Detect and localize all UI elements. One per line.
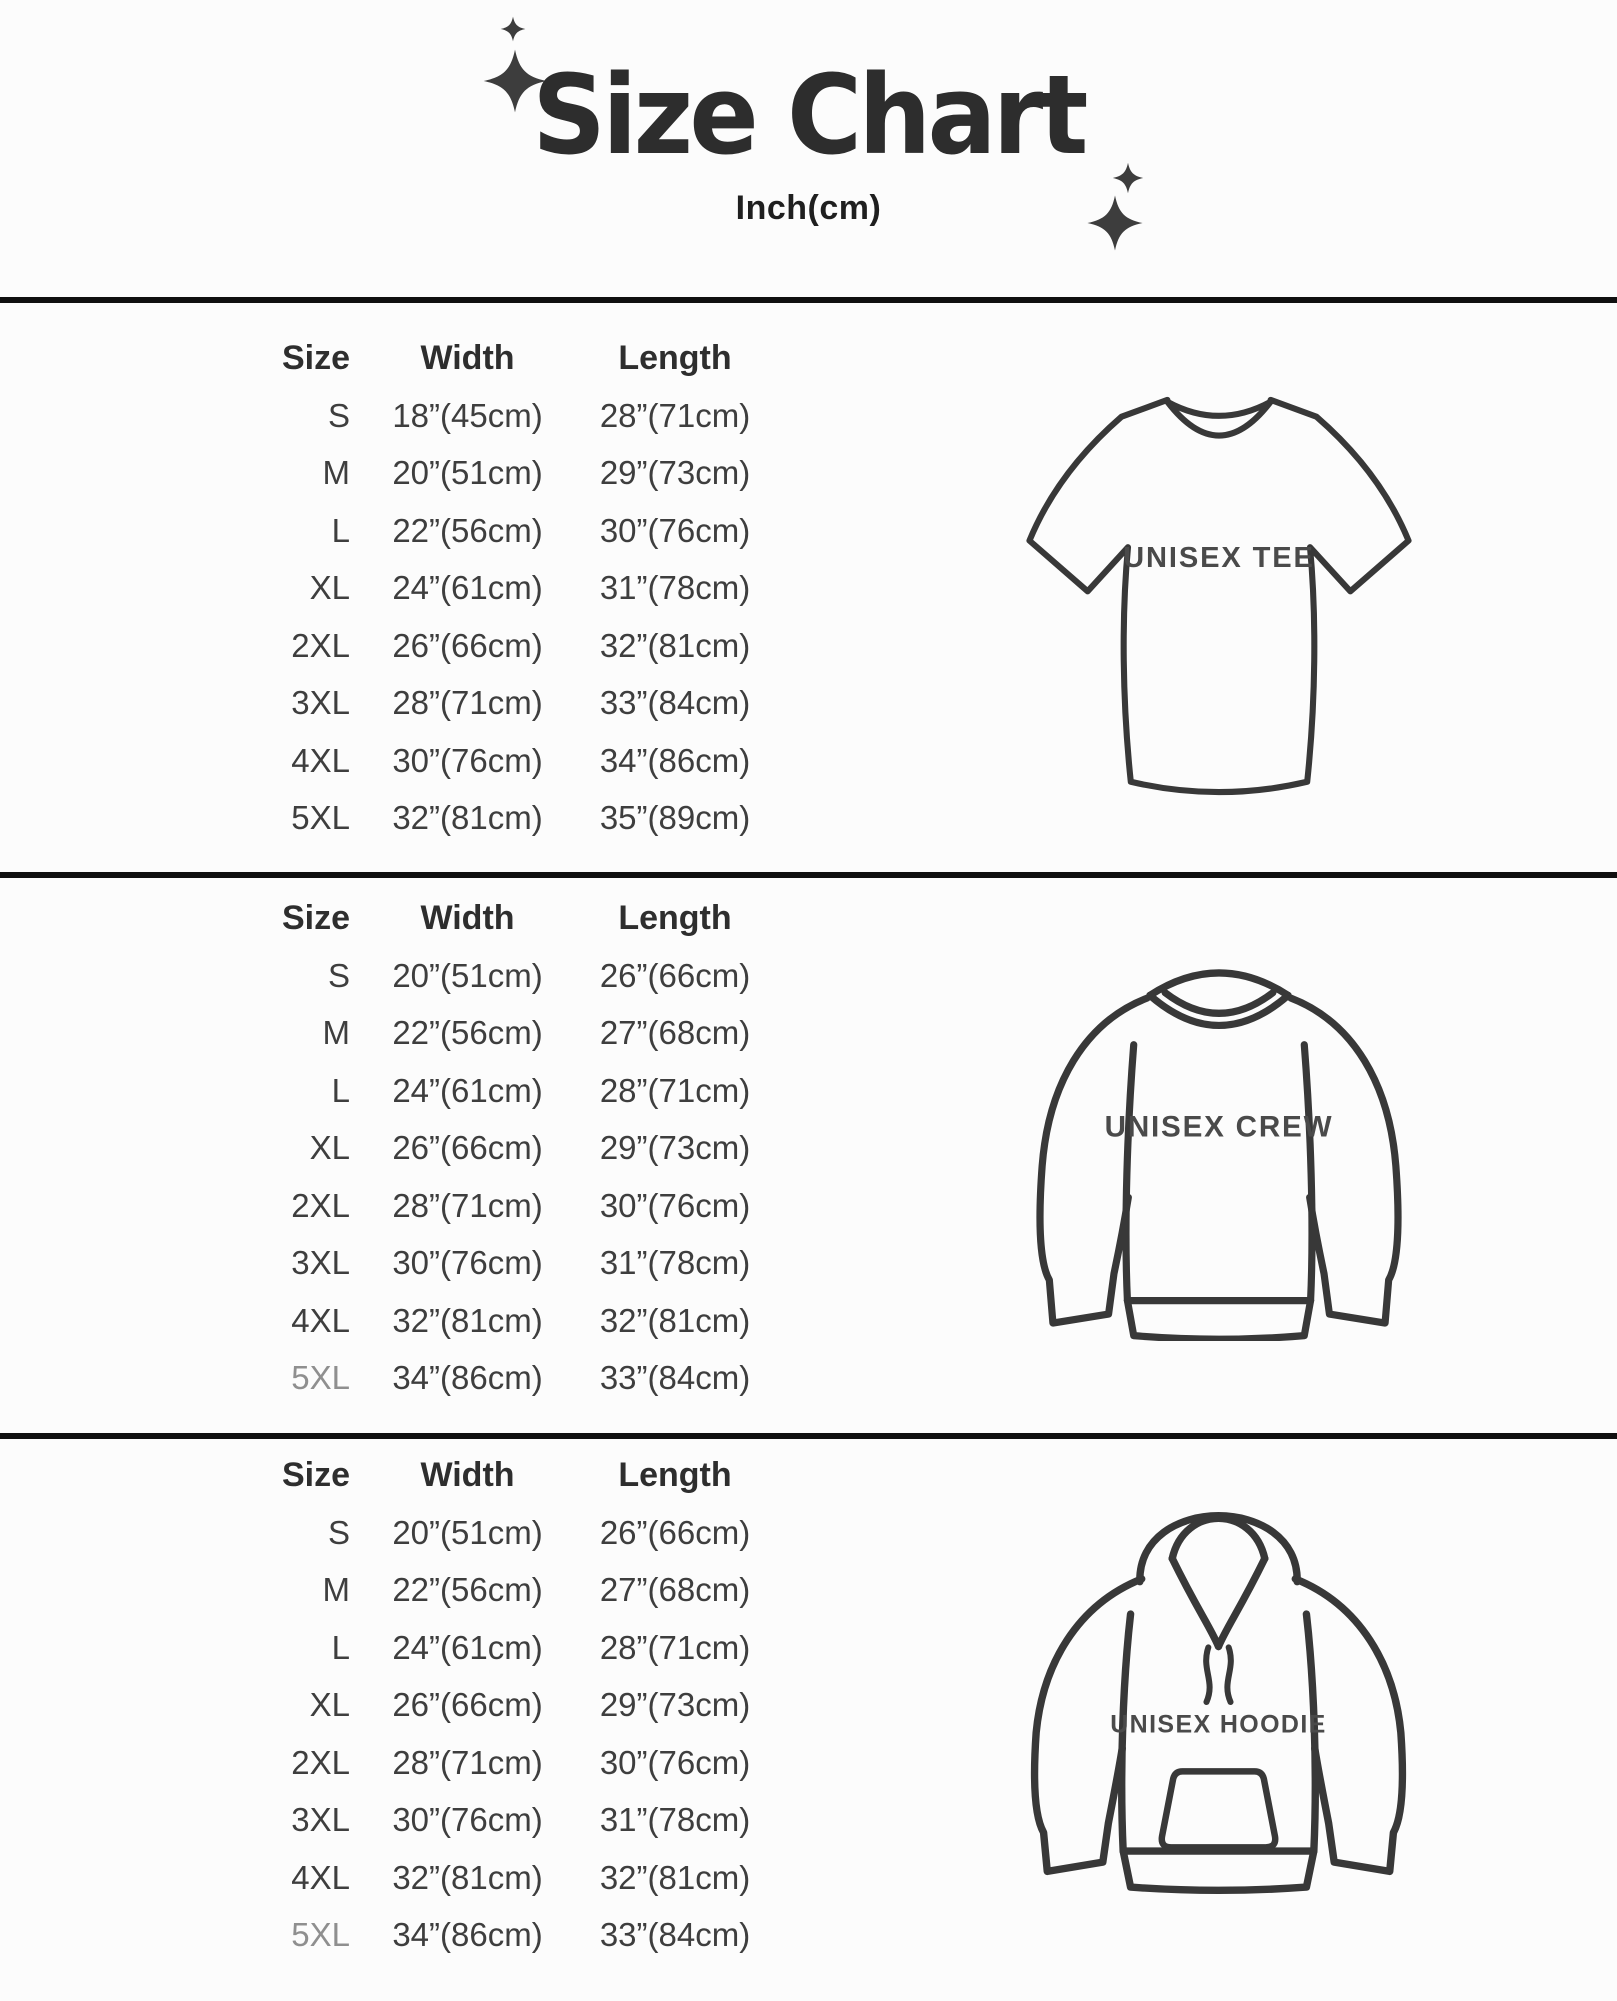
- table-row: [240, 1907, 765, 1965]
- table-row: [240, 1177, 765, 1235]
- length-column-header: Length: [618, 898, 732, 937]
- hoodie-illustration-wrap: [820, 1439, 1617, 1901]
- header: [0, 0, 1617, 297]
- width-cell: 22”(56cm): [392, 511, 543, 549]
- section-unisex-hoodie: [0, 1439, 1617, 2001]
- section-unisex-crew: [0, 878, 1617, 1433]
- size-cell: 4XL: [291, 1858, 350, 1896]
- table-row: [240, 1792, 765, 1850]
- width-cell: 20”(51cm): [392, 1513, 543, 1551]
- hoodie-label: UNISEX HOODIE: [1110, 1710, 1327, 1739]
- size-cell: 5XL: [291, 1916, 350, 1954]
- width-cell: 28”(71cm): [392, 1743, 543, 1781]
- width-cell: 34”(86cm): [392, 1359, 543, 1397]
- length-cell: 33”(84cm): [599, 684, 751, 722]
- sparkle-icon: [1086, 194, 1144, 252]
- units-label: Inch(cm): [735, 188, 882, 227]
- length-cell: 34”(86cm): [599, 741, 751, 779]
- size-cell: M: [322, 1571, 350, 1609]
- size-cell: L: [331, 511, 350, 549]
- length-cell: 33”(84cm): [599, 1916, 751, 1954]
- tee-size-table-wrap: [0, 303, 820, 847]
- width-column-header: Width: [420, 1455, 515, 1494]
- table-row: [240, 387, 765, 445]
- length-cell: 29”(73cm): [599, 1129, 751, 1167]
- length-cell: 26”(66cm): [599, 956, 751, 994]
- table-row: [240, 1120, 765, 1178]
- length-cell: 30”(76cm): [599, 511, 751, 549]
- crew-size-table: [240, 889, 765, 1407]
- table-row: [240, 502, 765, 560]
- length-cell: 33”(84cm): [599, 1359, 751, 1397]
- length-cell: 32”(81cm): [599, 626, 751, 664]
- crewneck-icon: [1008, 946, 1430, 1341]
- table-row: [240, 675, 765, 733]
- width-cell: 30”(76cm): [392, 1801, 543, 1839]
- width-column-header: Width: [420, 338, 515, 377]
- length-cell: 28”(71cm): [599, 1071, 751, 1109]
- size-cell: L: [331, 1071, 350, 1109]
- size-column-header: Size: [281, 1455, 350, 1494]
- size-column-header: Size: [281, 338, 350, 377]
- width-cell: 34”(86cm): [392, 1916, 543, 1954]
- width-cell: 22”(56cm): [392, 1014, 543, 1052]
- length-cell: 35”(89cm): [599, 799, 751, 837]
- size-cell: L: [331, 1628, 350, 1666]
- table-row: [240, 732, 765, 790]
- section-unisex-tee: [0, 303, 1617, 872]
- table-row: [240, 1677, 765, 1735]
- tee-label: UNISEX TEE: [1122, 541, 1315, 574]
- length-cell: 30”(76cm): [599, 1186, 751, 1224]
- length-cell: 32”(81cm): [599, 1301, 751, 1339]
- table-row: [240, 1562, 765, 1620]
- table-row: [240, 790, 765, 848]
- width-cell: 24”(61cm): [392, 1628, 543, 1666]
- width-cell: 20”(51cm): [392, 454, 543, 492]
- hoodie-size-table-wrap: [0, 1439, 820, 1964]
- table-row: [240, 1734, 765, 1792]
- tee-size-table: [240, 329, 765, 847]
- table-row: [240, 1350, 765, 1408]
- size-cell: S: [327, 396, 350, 434]
- table-row: [240, 1849, 765, 1907]
- length-cell: 26”(66cm): [599, 1513, 751, 1551]
- width-cell: 18”(45cm): [392, 396, 543, 434]
- width-cell: 32”(81cm): [392, 1301, 543, 1339]
- crew-label: UNISEX CREW: [1104, 1110, 1333, 1144]
- length-column-header: Length: [618, 1455, 732, 1494]
- size-cell: 5XL: [291, 1359, 350, 1397]
- table-row: [240, 1504, 765, 1562]
- length-cell: 29”(73cm): [599, 1686, 751, 1724]
- length-cell: 31”(78cm): [599, 1244, 751, 1282]
- width-cell: 30”(76cm): [392, 741, 543, 779]
- length-cell: 28”(71cm): [599, 1628, 751, 1666]
- table-header-row: [240, 889, 765, 947]
- crew-illustration-wrap: [820, 878, 1617, 1341]
- width-cell: 32”(81cm): [392, 1858, 543, 1896]
- size-cell: 2XL: [291, 626, 350, 664]
- width-cell: 20”(51cm): [392, 956, 543, 994]
- tee-illustration-wrap: [820, 303, 1617, 824]
- table-row: [240, 1005, 765, 1063]
- width-cell: 28”(71cm): [392, 684, 543, 722]
- width-cell: 32”(81cm): [392, 799, 543, 837]
- table-row: [240, 1619, 765, 1677]
- width-column-header: Width: [420, 898, 515, 937]
- table-row: [240, 1235, 765, 1293]
- size-cell: 5XL: [291, 799, 350, 837]
- width-cell: 30”(76cm): [392, 1244, 543, 1282]
- width-cell: 26”(66cm): [392, 1129, 543, 1167]
- sparkle-icon: [500, 16, 526, 42]
- length-cell: 29”(73cm): [599, 454, 751, 492]
- table-row: [240, 445, 765, 503]
- hoodie-size-table: [240, 1446, 765, 1964]
- width-cell: 24”(61cm): [392, 569, 543, 607]
- length-cell: 32”(81cm): [599, 1858, 751, 1896]
- size-cell: 3XL: [291, 1244, 350, 1282]
- size-cell: 4XL: [291, 1301, 350, 1339]
- size-cell: M: [322, 1014, 350, 1052]
- table-header-row: [240, 329, 765, 387]
- size-cell: XL: [309, 1686, 350, 1724]
- width-cell: 26”(66cm): [392, 1686, 543, 1724]
- length-cell: 28”(71cm): [599, 396, 751, 434]
- length-cell: 31”(78cm): [599, 569, 751, 607]
- table-row: [240, 1292, 765, 1350]
- table-row: [240, 1062, 765, 1120]
- width-cell: 26”(66cm): [392, 626, 543, 664]
- crew-size-table-wrap: [0, 878, 820, 1407]
- table-row: [240, 947, 765, 1005]
- tshirt-icon: [1003, 383, 1435, 824]
- size-cell: S: [327, 1513, 350, 1551]
- size-cell: 3XL: [291, 684, 350, 722]
- size-cell: 2XL: [291, 1186, 350, 1224]
- size-cell: 4XL: [291, 741, 350, 779]
- page-title: Size Chart: [532, 51, 1085, 179]
- hoodie-icon: [1001, 1466, 1436, 1901]
- table-row: [240, 560, 765, 618]
- size-cell: XL: [309, 1129, 350, 1167]
- length-column-header: Length: [618, 338, 732, 377]
- size-cell: S: [327, 956, 350, 994]
- size-cell: 3XL: [291, 1801, 350, 1839]
- size-cell: M: [322, 454, 350, 492]
- table-row: [240, 617, 765, 675]
- length-cell: 27”(68cm): [599, 1571, 751, 1609]
- size-column-header: Size: [281, 898, 350, 937]
- table-header-row: [240, 1446, 765, 1504]
- width-cell: 28”(71cm): [392, 1186, 543, 1224]
- length-cell: 27”(68cm): [599, 1014, 751, 1052]
- width-cell: 22”(56cm): [392, 1571, 543, 1609]
- width-cell: 24”(61cm): [392, 1071, 543, 1109]
- length-cell: 31”(78cm): [599, 1801, 751, 1839]
- length-cell: 30”(76cm): [599, 1743, 751, 1781]
- size-cell: 2XL: [291, 1743, 350, 1781]
- size-cell: XL: [309, 569, 350, 607]
